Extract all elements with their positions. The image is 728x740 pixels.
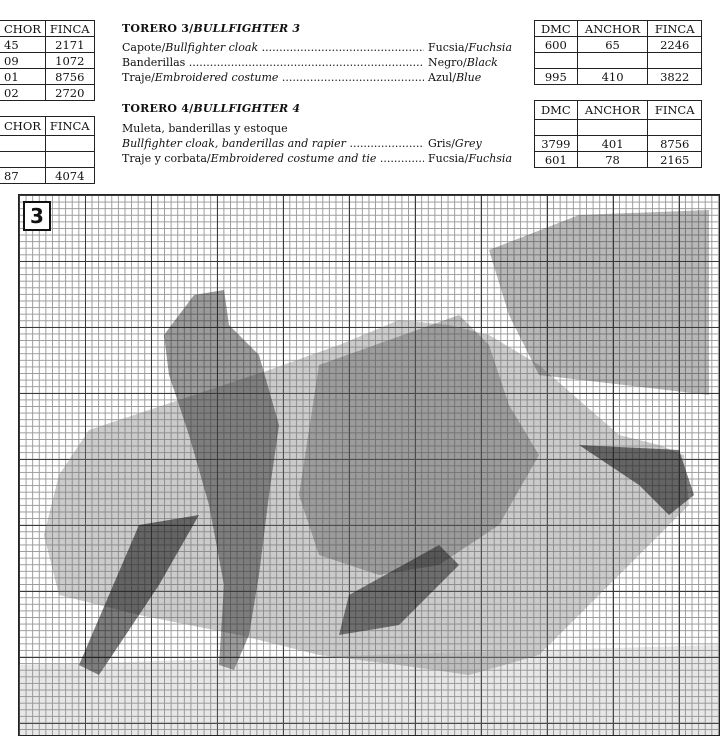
table-cell [45, 152, 94, 168]
table-cell: 3799 [535, 136, 578, 152]
table-header: CHOR [0, 117, 45, 136]
table-cell: 600 [535, 37, 578, 53]
table-header: DMC [535, 21, 578, 37]
table-cell: 78 [577, 152, 648, 168]
table-cell: 2165 [648, 152, 702, 168]
left-legend-table-2 [0, 116, 95, 184]
bullfighter-pattern-illustration [19, 195, 719, 735]
torero4-item-list [122, 121, 522, 166]
list-item: Capote/Bullfighter cloak ..... Fucsia/Fuchsia [122, 40, 522, 55]
list-item: Muleta, banderillas y estoque [122, 122, 288, 135]
table-cell: 45 [0, 37, 45, 53]
table-cell [648, 120, 702, 136]
torero4-title: TORERO 4/BULLFIGHTER 4 [122, 102, 301, 115]
table-cell: 4074 [45, 168, 94, 184]
table-cell [535, 53, 578, 69]
table-header: DMC [535, 101, 578, 120]
table-cell: 3822 [648, 69, 702, 85]
torero3-item-list [122, 40, 522, 85]
torero3-thread-table [534, 20, 702, 85]
torero3-title: TORERO 3/BULLFIGHTER 3 [122, 22, 301, 35]
table-cell: 2171 [45, 37, 94, 53]
table-cell: 8756 [45, 69, 94, 85]
table-cell: 410 [577, 69, 648, 85]
table-cell: 995 [535, 69, 578, 85]
table-cell [535, 120, 578, 136]
table-header: ANCHOR [577, 101, 648, 120]
table-cell: 01 [0, 69, 45, 85]
table-cell: 1072 [45, 53, 94, 69]
table-header: FINCA [45, 21, 94, 37]
table-cell [0, 152, 45, 168]
table-header: ANCHOR [577, 21, 648, 37]
list-item: Banderillas ..... Negro/Black [122, 55, 522, 70]
table-cell: 02 [0, 85, 45, 101]
table-cell [45, 136, 94, 152]
ground-shape [19, 645, 719, 735]
table-cell [0, 136, 45, 152]
list-item: Traje/Embroidered costume ..... Azul/Blue [122, 70, 522, 85]
torero4-thread-table [534, 100, 702, 168]
table-cell [577, 53, 648, 69]
chart-number-badge: 3 [23, 201, 51, 231]
table-cell: 601 [535, 152, 578, 168]
cross-stitch-chart [18, 194, 720, 736]
table-cell: 2246 [648, 37, 702, 53]
table-cell: 09 [0, 53, 45, 69]
list-item: Bullfighter cloak, banderillas and rapier ..... Gris/Grey [122, 136, 522, 151]
left-legend-table-1 [0, 20, 95, 101]
table-header: FINCA [45, 117, 94, 136]
table-header: CHOR [0, 21, 45, 37]
table-header: FINCA [648, 101, 702, 120]
table-cell: 401 [577, 136, 648, 152]
table-cell: 87 [0, 168, 45, 184]
table-cell [648, 53, 702, 69]
table-cell [577, 120, 648, 136]
table-cell: 2720 [45, 85, 94, 101]
table-cell: 8756 [648, 136, 702, 152]
table-header: FINCA [648, 21, 702, 37]
table-cell: 65 [577, 37, 648, 53]
list-item: Traje y corbata/Embroidered costume and tie ..... Fucsia/Fuchsia [122, 151, 522, 166]
